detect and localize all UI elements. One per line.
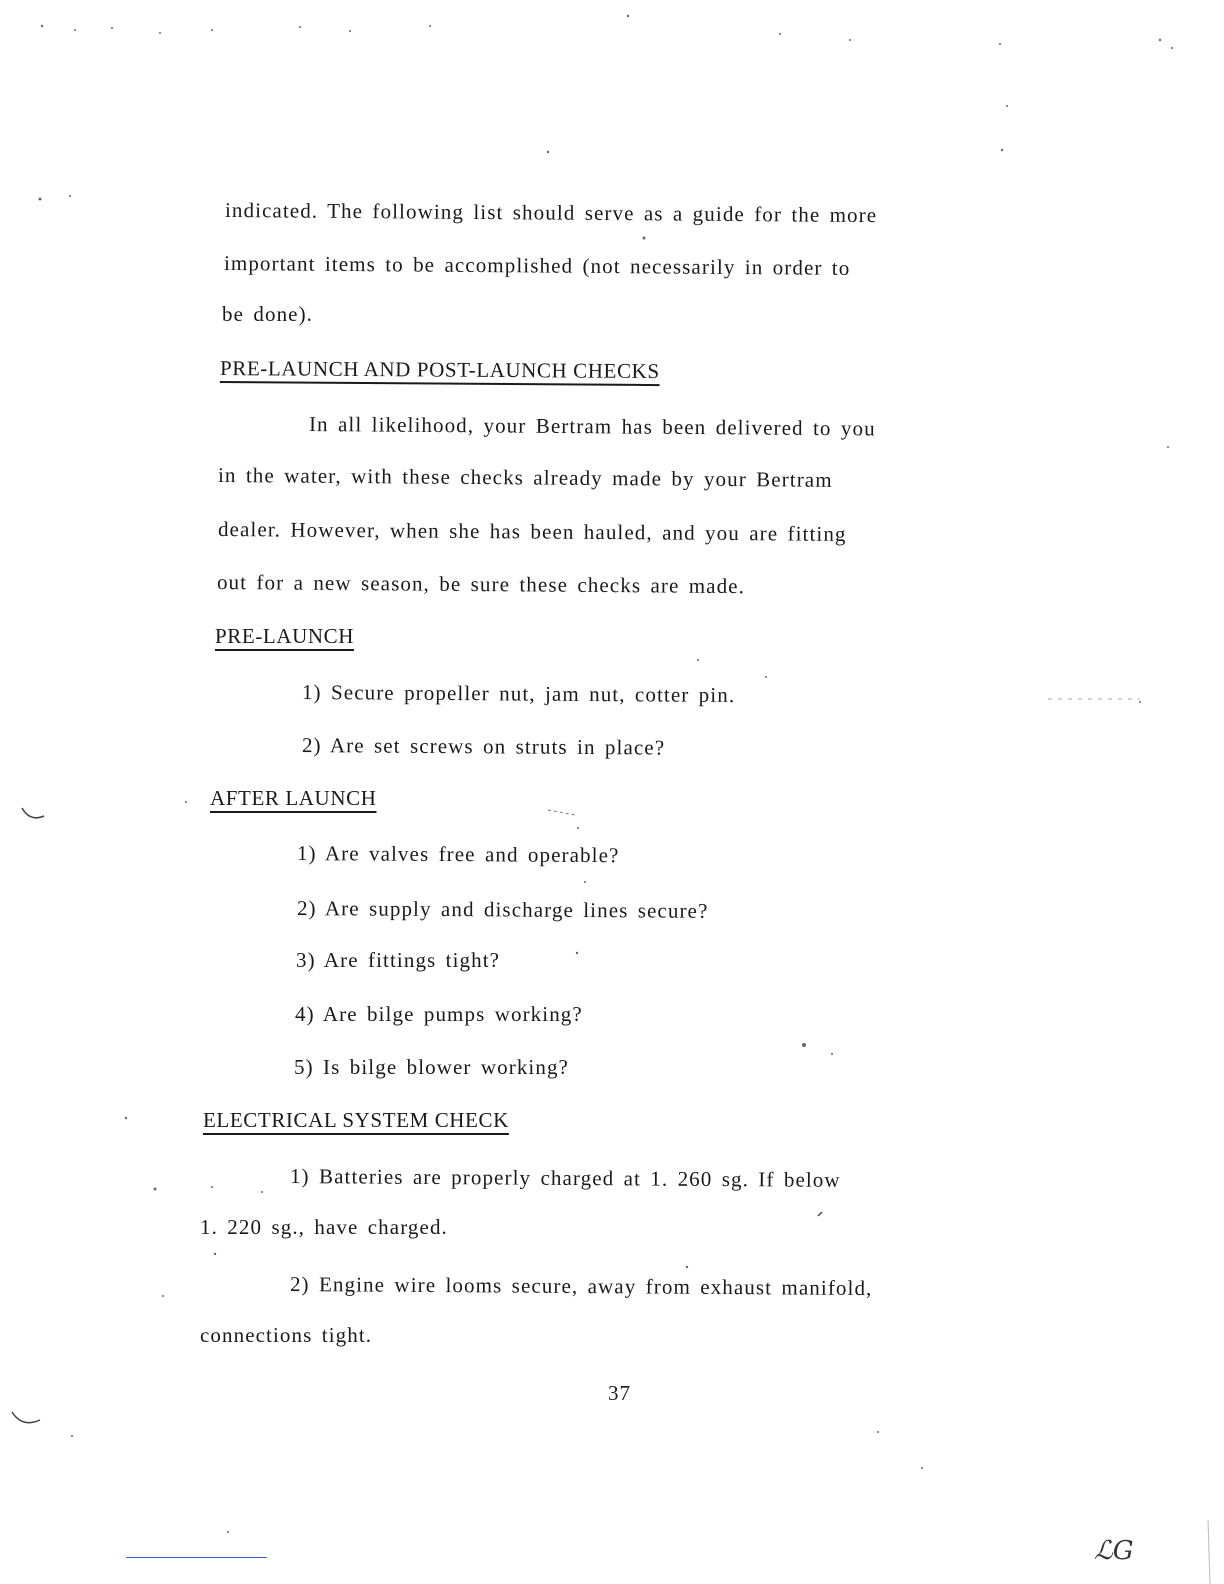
after-launch-item-5: 5) Is bilge blower working? bbox=[294, 1055, 569, 1079]
electrical-item-2-line-1: 2) Engine wire looms secure, away from exhaust manifold, bbox=[289, 1272, 873, 1301]
handwritten-corner-mark: ℒG bbox=[1094, 1536, 1134, 1566]
intro-line-3: be done). bbox=[222, 302, 314, 326]
intro-line-1: indicated. The following list should serve as a guide for the more bbox=[224, 198, 878, 228]
electrical-item-1-line-1: 1) Batteries are properly charged at 1. 260 sg. If below bbox=[289, 1164, 841, 1192]
intro-line-2: important items to be accomplished (not necessarily in order to bbox=[223, 251, 851, 280]
after-launch-item-1: 1) Are valves free and operable? bbox=[296, 841, 620, 868]
electrical-item-2-line-2: connections tight. bbox=[200, 1323, 373, 1347]
pre-launch-heading: PRE-LAUNCH bbox=[215, 624, 355, 648]
after-launch-item-4: 4) Are bilge pumps working? bbox=[295, 1002, 583, 1026]
pre-launch-item-2: 2) Are set screws on struts in place? bbox=[301, 733, 666, 760]
section-para-line-3: dealer. However, when she has been hauled, and you are fitting bbox=[217, 517, 847, 546]
section-para-line-1: In all likelihood, your Bertram has been delivered to you bbox=[308, 412, 876, 441]
section-heading-pre-post-launch: PRE-LAUNCH AND POST-LAUNCH CHECKS bbox=[219, 356, 660, 384]
electrical-heading: ELECTRICAL SYSTEM CHECK bbox=[203, 1108, 509, 1132]
after-launch-item-2: 2) Are supply and discharge lines secure? bbox=[296, 896, 709, 923]
pre-launch-item-1: 1) Secure propeller nut, jam nut, cotter pin. bbox=[301, 680, 736, 708]
after-launch-heading: AFTER LAUNCH bbox=[210, 786, 377, 810]
section-para-line-4: out for a new season, be sure these checks are made. bbox=[216, 570, 746, 599]
page-number: 37 bbox=[608, 1381, 631, 1405]
electrical-item-1-line-2: 1. 220 sg., have charged. bbox=[200, 1215, 448, 1239]
after-launch-item-3: 3) Are fittings tight? bbox=[296, 948, 501, 972]
section-para-line-2: in the water, with these checks already made by your Bertram bbox=[217, 463, 833, 492]
scan-edge-line bbox=[126, 1557, 267, 1558]
